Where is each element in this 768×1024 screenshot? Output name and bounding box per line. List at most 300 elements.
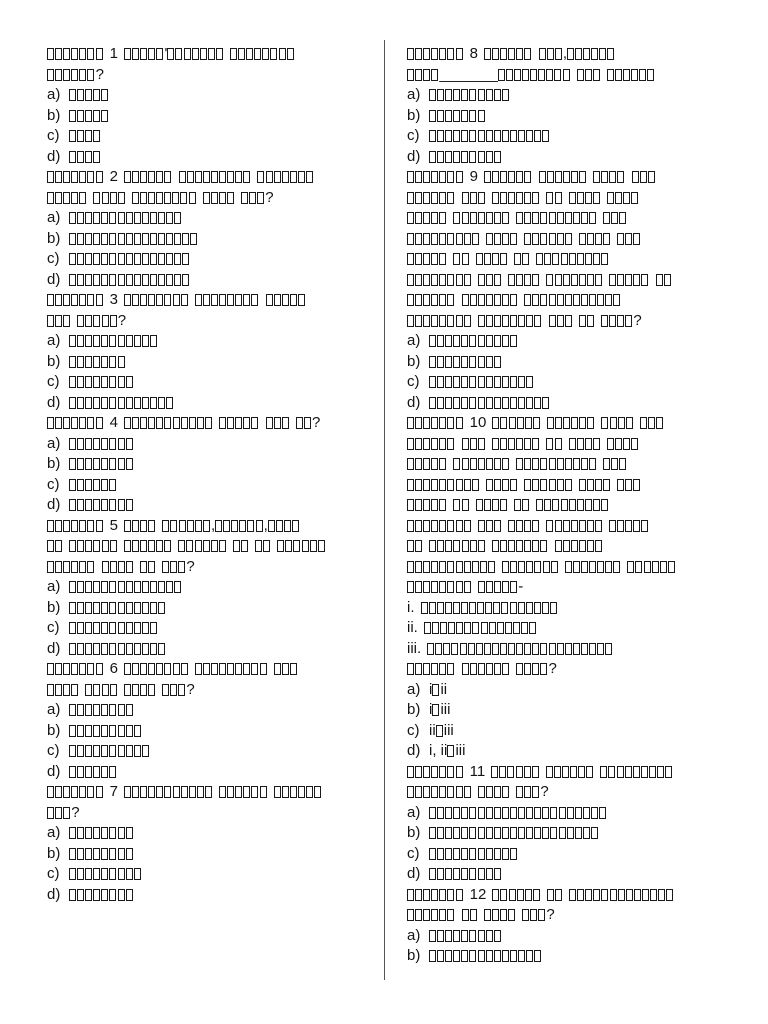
missing-glyph-box (613, 294, 620, 306)
unreadable-glyph-run (179, 171, 252, 183)
answer-option[interactable] (47, 372, 373, 393)
missing-glyph-box (85, 479, 92, 491)
missing-glyph-box (63, 786, 70, 798)
missing-glyph-box (415, 581, 422, 593)
missing-glyph-box (514, 69, 521, 81)
missing-glyph-box (581, 458, 588, 470)
missing-glyph-box (524, 233, 531, 245)
question-stem-line (407, 270, 727, 291)
missing-glyph-box (93, 704, 100, 716)
missing-glyph-box (445, 397, 452, 409)
missing-glyph-box (532, 663, 539, 675)
answer-option[interactable] (407, 803, 727, 824)
missing-glyph-box (71, 171, 78, 183)
missing-glyph-box (641, 766, 648, 778)
answer-option[interactable] (407, 680, 727, 701)
unreadable-glyph-run (69, 540, 118, 552)
missing-glyph-box (407, 458, 414, 470)
missing-glyph-box (510, 479, 517, 491)
missing-glyph-box (445, 110, 452, 122)
missing-glyph-box (211, 663, 218, 675)
answer-option[interactable] (47, 393, 373, 414)
missing-glyph-box (243, 786, 250, 798)
missing-glyph-box (101, 233, 108, 245)
answer-option[interactable] (407, 126, 727, 147)
missing-glyph-box (415, 909, 422, 921)
unreadable-glyph-run (47, 315, 71, 327)
answer-option[interactable] (407, 331, 727, 352)
missing-glyph-box (478, 458, 485, 470)
missing-glyph-box (415, 233, 422, 245)
missing-glyph-box (461, 827, 468, 839)
missing-glyph-box (251, 294, 258, 306)
missing-glyph-box (502, 848, 509, 860)
missing-glyph-box (181, 786, 188, 798)
unreadable-glyph-run (124, 786, 213, 798)
missing-glyph-box (219, 663, 226, 675)
missing-glyph-box (453, 807, 460, 819)
missing-glyph-box (164, 294, 171, 306)
missing-glyph-box (469, 151, 476, 163)
missing-glyph-box (544, 253, 551, 265)
missing-glyph-box (77, 315, 84, 327)
missing-glyph-box (492, 540, 499, 552)
missing-glyph-box (526, 130, 533, 142)
missing-glyph-box (63, 807, 70, 819)
question-stem-line (407, 516, 727, 537)
missing-glyph-box (407, 889, 414, 901)
missing-glyph-box (63, 684, 70, 696)
answer-option[interactable] (47, 270, 373, 291)
missing-glyph-box (178, 561, 185, 573)
answer-option[interactable] (47, 475, 373, 496)
missing-glyph-box (524, 786, 531, 798)
answer-option[interactable] (47, 106, 373, 127)
missing-glyph-box (71, 520, 78, 532)
unreadable-glyph-run (219, 417, 259, 429)
missing-glyph-box (148, 561, 155, 573)
missing-glyph-box (423, 438, 430, 450)
missing-glyph-box (486, 315, 493, 327)
missing-glyph-box (609, 315, 616, 327)
answer-option[interactable] (47, 844, 373, 865)
missing-glyph-box (96, 786, 103, 798)
missing-glyph-box (148, 48, 155, 60)
missing-glyph-box (126, 561, 133, 573)
missing-glyph-box (641, 520, 648, 532)
unreadable-glyph-run (577, 69, 601, 81)
missing-glyph-box (93, 212, 100, 224)
missing-glyph-box (549, 294, 556, 306)
missing-glyph-box (494, 458, 501, 470)
answer-option[interactable] (47, 577, 373, 598)
answer-option[interactable] (47, 639, 373, 660)
missing-glyph-box (77, 253, 84, 265)
missing-glyph-box (109, 438, 116, 450)
missing-glyph-box (189, 786, 196, 798)
unreadable-glyph-run (427, 643, 613, 655)
question-stem-line (407, 311, 727, 332)
missing-glyph-box (447, 274, 454, 286)
missing-glyph-box (124, 540, 131, 552)
unreadable-glyph-run (447, 745, 455, 757)
question-stem-line (407, 577, 727, 598)
missing-glyph-box (431, 315, 438, 327)
missing-glyph-box (167, 48, 174, 60)
unreadable-glyph-run (569, 192, 601, 204)
answer-option[interactable] (47, 598, 373, 619)
answer-option[interactable] (47, 823, 373, 844)
missing-glyph-box (431, 458, 438, 470)
missing-glyph-box (195, 294, 202, 306)
missing-glyph-box (47, 192, 54, 204)
missing-glyph-box (126, 581, 133, 593)
missing-glyph-box (565, 212, 572, 224)
answer-option[interactable] (407, 864, 727, 885)
missing-glyph-box (101, 581, 108, 593)
missing-glyph-box (478, 438, 485, 450)
missing-glyph-box (437, 151, 444, 163)
missing-glyph-box (508, 48, 515, 60)
answer-option[interactable] (407, 946, 727, 967)
missing-glyph-box (101, 643, 108, 655)
missing-glyph-box (478, 356, 485, 368)
missing-glyph-box (508, 438, 515, 450)
missing-glyph-box (77, 376, 84, 388)
answer-option[interactable] (47, 885, 373, 906)
missing-glyph-box (87, 171, 94, 183)
unreadable-glyph-run (69, 458, 134, 470)
missing-glyph-box (239, 520, 246, 532)
missing-glyph-box (532, 520, 539, 532)
missing-glyph-box (101, 889, 108, 901)
missing-glyph-box (142, 622, 149, 634)
missing-glyph-box (462, 438, 469, 450)
unreadable-glyph-run (617, 479, 641, 491)
answer-option[interactable] (407, 926, 727, 947)
answer-option[interactable] (47, 741, 373, 762)
missing-glyph-box (470, 663, 477, 675)
answer-option[interactable] (407, 147, 727, 168)
answer-option[interactable] (407, 352, 727, 373)
missing-glyph-box (55, 192, 62, 204)
missing-glyph-box (140, 417, 147, 429)
missing-glyph-box (166, 581, 173, 593)
missing-glyph-box (134, 253, 141, 265)
missing-glyph-box (77, 212, 84, 224)
missing-glyph-box (71, 69, 78, 81)
missing-glyph-box (85, 89, 92, 101)
answer-option[interactable] (407, 106, 727, 127)
missing-glyph-box (549, 479, 556, 491)
answer-option[interactable] (407, 85, 727, 106)
missing-glyph-box (118, 458, 125, 470)
question-stem-line (47, 311, 373, 332)
missing-glyph-box (69, 725, 76, 737)
unreadable-glyph-run (601, 315, 633, 327)
missing-glyph-box (593, 171, 600, 183)
missing-glyph-box (55, 663, 62, 675)
missing-glyph-box (55, 807, 62, 819)
unreadable-glyph-run (462, 909, 478, 921)
answer-option[interactable] (407, 372, 727, 393)
missing-glyph-box (565, 294, 572, 306)
missing-glyph-box (148, 192, 155, 204)
unreadable-glyph-run (478, 581, 518, 593)
answer-option[interactable] (407, 721, 727, 742)
missing-glyph-box (478, 950, 485, 962)
missing-glyph-box (93, 356, 100, 368)
missing-glyph-box (69, 233, 76, 245)
answer-option[interactable] (407, 741, 727, 762)
unreadable-glyph-run (178, 540, 227, 552)
missing-glyph-box (437, 110, 444, 122)
missing-glyph-box (472, 233, 479, 245)
missing-glyph-box (540, 479, 547, 491)
missing-glyph-box (500, 643, 507, 655)
answer-option[interactable] (47, 618, 373, 639)
missing-glyph-box (550, 602, 557, 614)
missing-glyph-box (85, 827, 92, 839)
missing-glyph-box (462, 663, 469, 675)
answer-option[interactable] (47, 85, 373, 106)
question-number: 2 (109, 168, 118, 185)
missing-glyph-box (93, 233, 100, 245)
missing-glyph-box (469, 827, 476, 839)
missing-glyph-box (140, 540, 147, 552)
missing-glyph-box (478, 110, 485, 122)
missing-glyph-box (432, 704, 439, 716)
missing-glyph-box (69, 438, 76, 450)
missing-glyph-box (536, 499, 543, 511)
answer-option[interactable] (47, 249, 373, 270)
missing-glyph-box (69, 397, 76, 409)
missing-glyph-box (142, 581, 149, 593)
unreadable-glyph-run (516, 212, 597, 224)
missing-glyph-box (415, 479, 422, 491)
missing-glyph-box (85, 766, 92, 778)
inline-text: - (518, 578, 524, 595)
answer-option[interactable] (47, 352, 373, 373)
missing-glyph-box (118, 581, 125, 593)
unreadable-glyph-run (492, 438, 541, 450)
missing-glyph-box (118, 192, 125, 204)
missing-glyph-box (164, 417, 171, 429)
missing-glyph-box (524, 171, 531, 183)
answer-option[interactable] (47, 454, 373, 475)
missing-glyph-box (601, 315, 608, 327)
missing-glyph-box (593, 499, 600, 511)
missing-glyph-box (407, 540, 414, 552)
unreadable-glyph-run (547, 417, 596, 429)
inline-text: ' (164, 45, 168, 62)
unreadable-glyph-run (407, 212, 447, 224)
missing-glyph-box (77, 581, 84, 593)
missing-glyph-box (569, 499, 576, 511)
missing-glyph-box (597, 561, 604, 573)
missing-glyph-box (423, 417, 430, 429)
missing-glyph-box (279, 48, 286, 60)
missing-glyph-box (156, 786, 163, 798)
missing-glyph-box (478, 376, 485, 388)
missing-glyph-box (85, 130, 92, 142)
missing-glyph-box (241, 192, 248, 204)
answer-option[interactable] (407, 823, 727, 844)
missing-glyph-box (287, 48, 294, 60)
missing-glyph-box (502, 397, 509, 409)
missing-glyph-box (534, 950, 541, 962)
missing-glyph-box (542, 602, 549, 614)
answer-option[interactable] (47, 762, 373, 783)
unreadable-glyph-run (407, 479, 480, 491)
missing-glyph-box (85, 643, 92, 655)
missing-glyph-box (424, 622, 431, 634)
missing-glyph-box (140, 663, 147, 675)
missing-glyph-box (85, 438, 92, 450)
answer-option[interactable] (47, 864, 373, 885)
missing-glyph-box (142, 335, 149, 347)
unreadable-glyph-run (69, 438, 134, 450)
missing-glyph-box (85, 335, 92, 347)
missing-glyph-box (561, 499, 568, 511)
missing-glyph-box (516, 438, 523, 450)
missing-glyph-box (513, 622, 520, 634)
missing-glyph-box (227, 786, 234, 798)
missing-glyph-box (195, 520, 202, 532)
missing-glyph-box (453, 499, 460, 511)
missing-glyph-box (118, 356, 125, 368)
answer-option[interactable] (47, 721, 373, 742)
missing-glyph-box (478, 130, 485, 142)
missing-glyph-box (415, 766, 422, 778)
unreadable-glyph-run (407, 909, 456, 921)
missing-glyph-box (69, 643, 76, 655)
missing-glyph-box (461, 950, 468, 962)
missing-glyph-box (469, 89, 476, 101)
missing-glyph-box (478, 540, 485, 552)
missing-glyph-box (156, 192, 163, 204)
question-stem (47, 659, 373, 680)
answer-option[interactable] (407, 393, 727, 414)
missing-glyph-box (63, 69, 70, 81)
missing-glyph-box (85, 745, 92, 757)
missing-glyph-box (87, 294, 94, 306)
missing-glyph-box (134, 643, 141, 655)
missing-glyph-box (437, 848, 444, 860)
inline-text: ? (633, 311, 642, 329)
unreadable-glyph-run (266, 417, 290, 429)
unreadable-glyph-run (69, 581, 182, 593)
unreadable-glyph-run (407, 561, 496, 573)
answer-option[interactable] (47, 208, 373, 229)
missing-glyph-box (445, 848, 452, 860)
missing-glyph-box (494, 151, 501, 163)
missing-glyph-box (164, 540, 171, 552)
missing-glyph-box (47, 417, 54, 429)
missing-glyph-box (181, 663, 188, 675)
missing-glyph-box (484, 171, 491, 183)
missing-glyph-box (484, 909, 491, 921)
missing-glyph-box (407, 171, 414, 183)
unreadable-glyph-run (69, 602, 166, 614)
answer-option[interactable] (47, 126, 373, 147)
missing-glyph-box (437, 602, 444, 614)
missing-glyph-box (431, 909, 438, 921)
missing-glyph-box (615, 438, 622, 450)
missing-glyph-box (47, 807, 54, 819)
answer-option[interactable] (47, 331, 373, 352)
missing-glyph-box (532, 643, 539, 655)
option-text: ii (429, 721, 436, 739)
question-stem (407, 167, 727, 188)
unreadable-glyph-run (617, 233, 641, 245)
missing-glyph-box (577, 499, 584, 511)
missing-glyph-box (156, 663, 163, 675)
unreadable-glyph-run (257, 171, 314, 183)
missing-glyph-box (101, 356, 108, 368)
missing-glyph-box (583, 48, 590, 60)
missing-glyph-box (516, 540, 523, 552)
missing-glyph-box (437, 376, 444, 388)
missing-glyph-box (79, 663, 86, 675)
unreadable-glyph-run (69, 725, 142, 737)
missing-glyph-box (552, 253, 559, 265)
answer-option[interactable] (47, 147, 373, 168)
missing-glyph-box (478, 212, 485, 224)
missing-glyph-box (478, 192, 485, 204)
missing-glyph-box (93, 827, 100, 839)
missing-glyph-box (126, 889, 133, 901)
missing-glyph-box (569, 889, 576, 901)
answer-option[interactable] (47, 495, 373, 516)
answer-option[interactable] (47, 229, 373, 250)
answer-option[interactable] (407, 844, 727, 865)
unreadable-glyph-run (579, 479, 611, 491)
unreadable-glyph-run (491, 766, 540, 778)
missing-glyph-box (118, 704, 125, 716)
missing-glyph-box (623, 192, 630, 204)
missing-glyph-box (491, 766, 498, 778)
answer-option[interactable] (47, 434, 373, 455)
missing-glyph-box (443, 643, 450, 655)
missing-glyph-box (516, 643, 523, 655)
unreadable-glyph-run (47, 48, 104, 60)
question-number: 1 (109, 45, 118, 62)
answer-option[interactable] (47, 700, 373, 721)
unreadable-glyph-run (124, 48, 164, 60)
answer-option[interactable] (407, 700, 727, 721)
unreadable-glyph-run (268, 520, 300, 532)
missing-glyph-box (587, 479, 594, 491)
missing-glyph-box (79, 417, 86, 429)
missing-glyph-box (492, 499, 499, 511)
missing-glyph-box (110, 561, 117, 573)
missing-glyph-box (470, 909, 477, 921)
missing-glyph-box (71, 294, 78, 306)
missing-glyph-box (148, 294, 155, 306)
missing-glyph-box (510, 130, 517, 142)
missing-glyph-box (423, 253, 430, 265)
option-label: a) (47, 332, 61, 349)
unreadable-glyph-run (124, 540, 173, 552)
missing-glyph-box (101, 253, 108, 265)
missing-glyph-box (518, 376, 525, 388)
missing-glyph-box (573, 561, 580, 573)
missing-glyph-box (573, 212, 580, 224)
missing-glyph-box (601, 417, 608, 429)
missing-glyph-box (85, 684, 92, 696)
unreadable-glyph-run (407, 786, 472, 798)
